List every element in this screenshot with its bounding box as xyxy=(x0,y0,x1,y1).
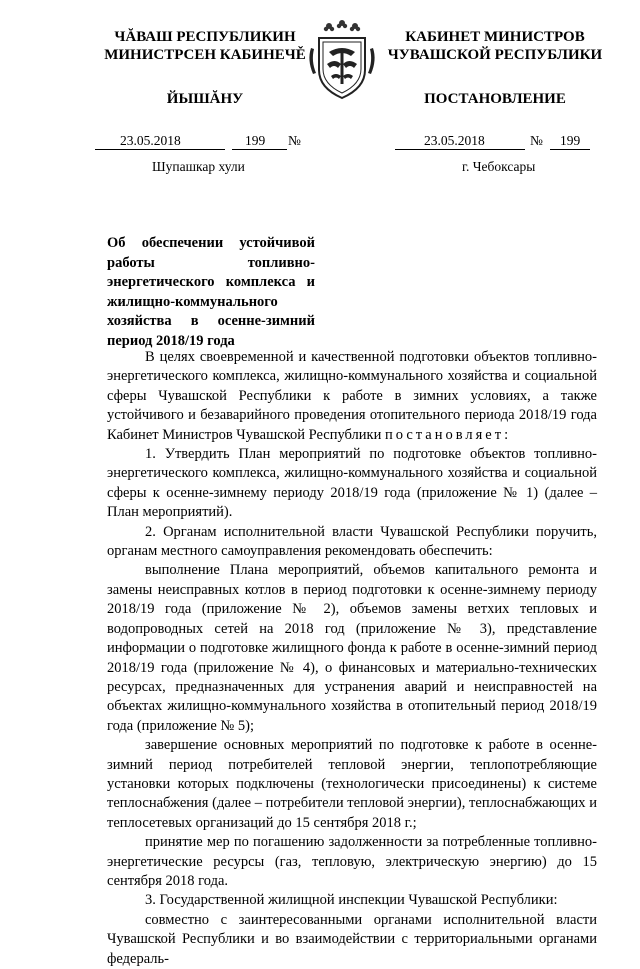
body-item-2a: выполнение Плана мероприятий, объемов капитального ремонта и замены неисправных котлов в период подготовки к осенне-зимнему периоду 2018/19 года (приложение № 2), объемов замены ветхих тепловых и водопроводных сетей на 2018 год (приложение № 3), представление информации о подготовке жилищного фонда к работе в осенне-зимний период 2018/19 года (приложение № 4), о финансовых и материально-технических ресурсах, предназначенных для устранения аварий и неисправностей на объектах жилищно-коммунального хозяйства в отопительный период 2018/19 года (приложение № 5); xyxy=(107,562,597,734)
document-title: Об обеспечении устойчивой работы топливно-энергетического комплекса и жилищно-коммунального хозяйства в осенне-зимний период 2018/19 года xyxy=(107,235,315,349)
body-item-1: 1. Утвердить План мероприятий по подготовке объектов топливно-энергетического комплекса, жилищно-коммунального хозяйства и социальной сферы к осенне-зимнему периоду 2018/19 года (приложение № 1) (далее – План мероприятий). xyxy=(107,446,597,521)
number-left: 199 xyxy=(245,133,266,148)
date-right: 23.05.2018 xyxy=(424,133,485,148)
body-item-3: 3. Государственной жилищной инспекции Чувашской Республики: xyxy=(145,892,558,909)
body-item-2b: завершение основных мероприятий по подготовке к работе в осенне-зимний период потребителей тепловой энергии, теплопотребляющие установки которых подключены (технологически присоединены) к системе теплоснабжения (далее – потребители тепловой энергии), теплоснабжающих и теплосетевых организаций до 15 сентября 2018 г.; xyxy=(107,737,597,831)
header-right xyxy=(380,28,610,108)
place-left: Шупашкар хули xyxy=(152,159,245,174)
header-right-doc-type: ПОСТАНОВЛЕНИЕ xyxy=(424,91,566,107)
date-left: 23.05.2018 xyxy=(120,133,181,148)
body-intro: В целях своевременной и качественной подготовки объектов топливно-энергетического комплекса, жилищно-коммунального хозяйства и социальной сферы Чувашской Республики к работе в зимних условиях, а также устойчивого и безаварийного проведения отопительного периода 2018/19 года Кабинет Министров Чувашской Республики xyxy=(107,349,597,443)
header-left-line1: ЧĂВАШ РЕСПУБЛИКИН xyxy=(114,29,296,45)
header-right-line1: КАБИНЕТ МИНИСТРОВ xyxy=(405,29,585,45)
header-left xyxy=(100,28,310,108)
number-right: 199 xyxy=(560,133,581,148)
body-intro-paragraph xyxy=(107,348,597,445)
date-underline-left xyxy=(95,149,225,150)
number-underline-left xyxy=(232,149,287,150)
header-left-line2: МИНИСТРСЕН КАБИНЕЧĚ xyxy=(104,47,306,63)
header-left-doc-type: ЙЫШĂНУ xyxy=(166,91,244,107)
document-body xyxy=(107,348,597,969)
body-item-2: 2. Органам исполнительной власти Чувашской Республики поручить, органам местного самоуправления рекомендовать обеспечить: xyxy=(107,523,597,560)
body-item-2c: принятие мер по погашению задолженности за потребленные топливно-энергетические ресурсы (газ, тепловую, электрическую энергию) до 15 сентября 2018 года. xyxy=(107,834,597,889)
coat-of-arms-emblem xyxy=(305,18,379,104)
body-item-3a: совместно с заинтересованными органами исполнительной власти Чувашской Республики и во взаимодействии с территориальными органами федераль- xyxy=(107,911,597,967)
body-resolves: постановляет: xyxy=(384,426,512,443)
header-right-line2: ЧУВАШСКОЙ РЕСПУБЛИКИ xyxy=(387,47,603,63)
no-sign-left: № xyxy=(288,133,301,148)
no-sign-right: № xyxy=(530,133,543,148)
number-underline-right xyxy=(550,149,590,150)
date-underline-right xyxy=(395,149,525,150)
place-right: г. Чебоксары xyxy=(462,159,536,174)
